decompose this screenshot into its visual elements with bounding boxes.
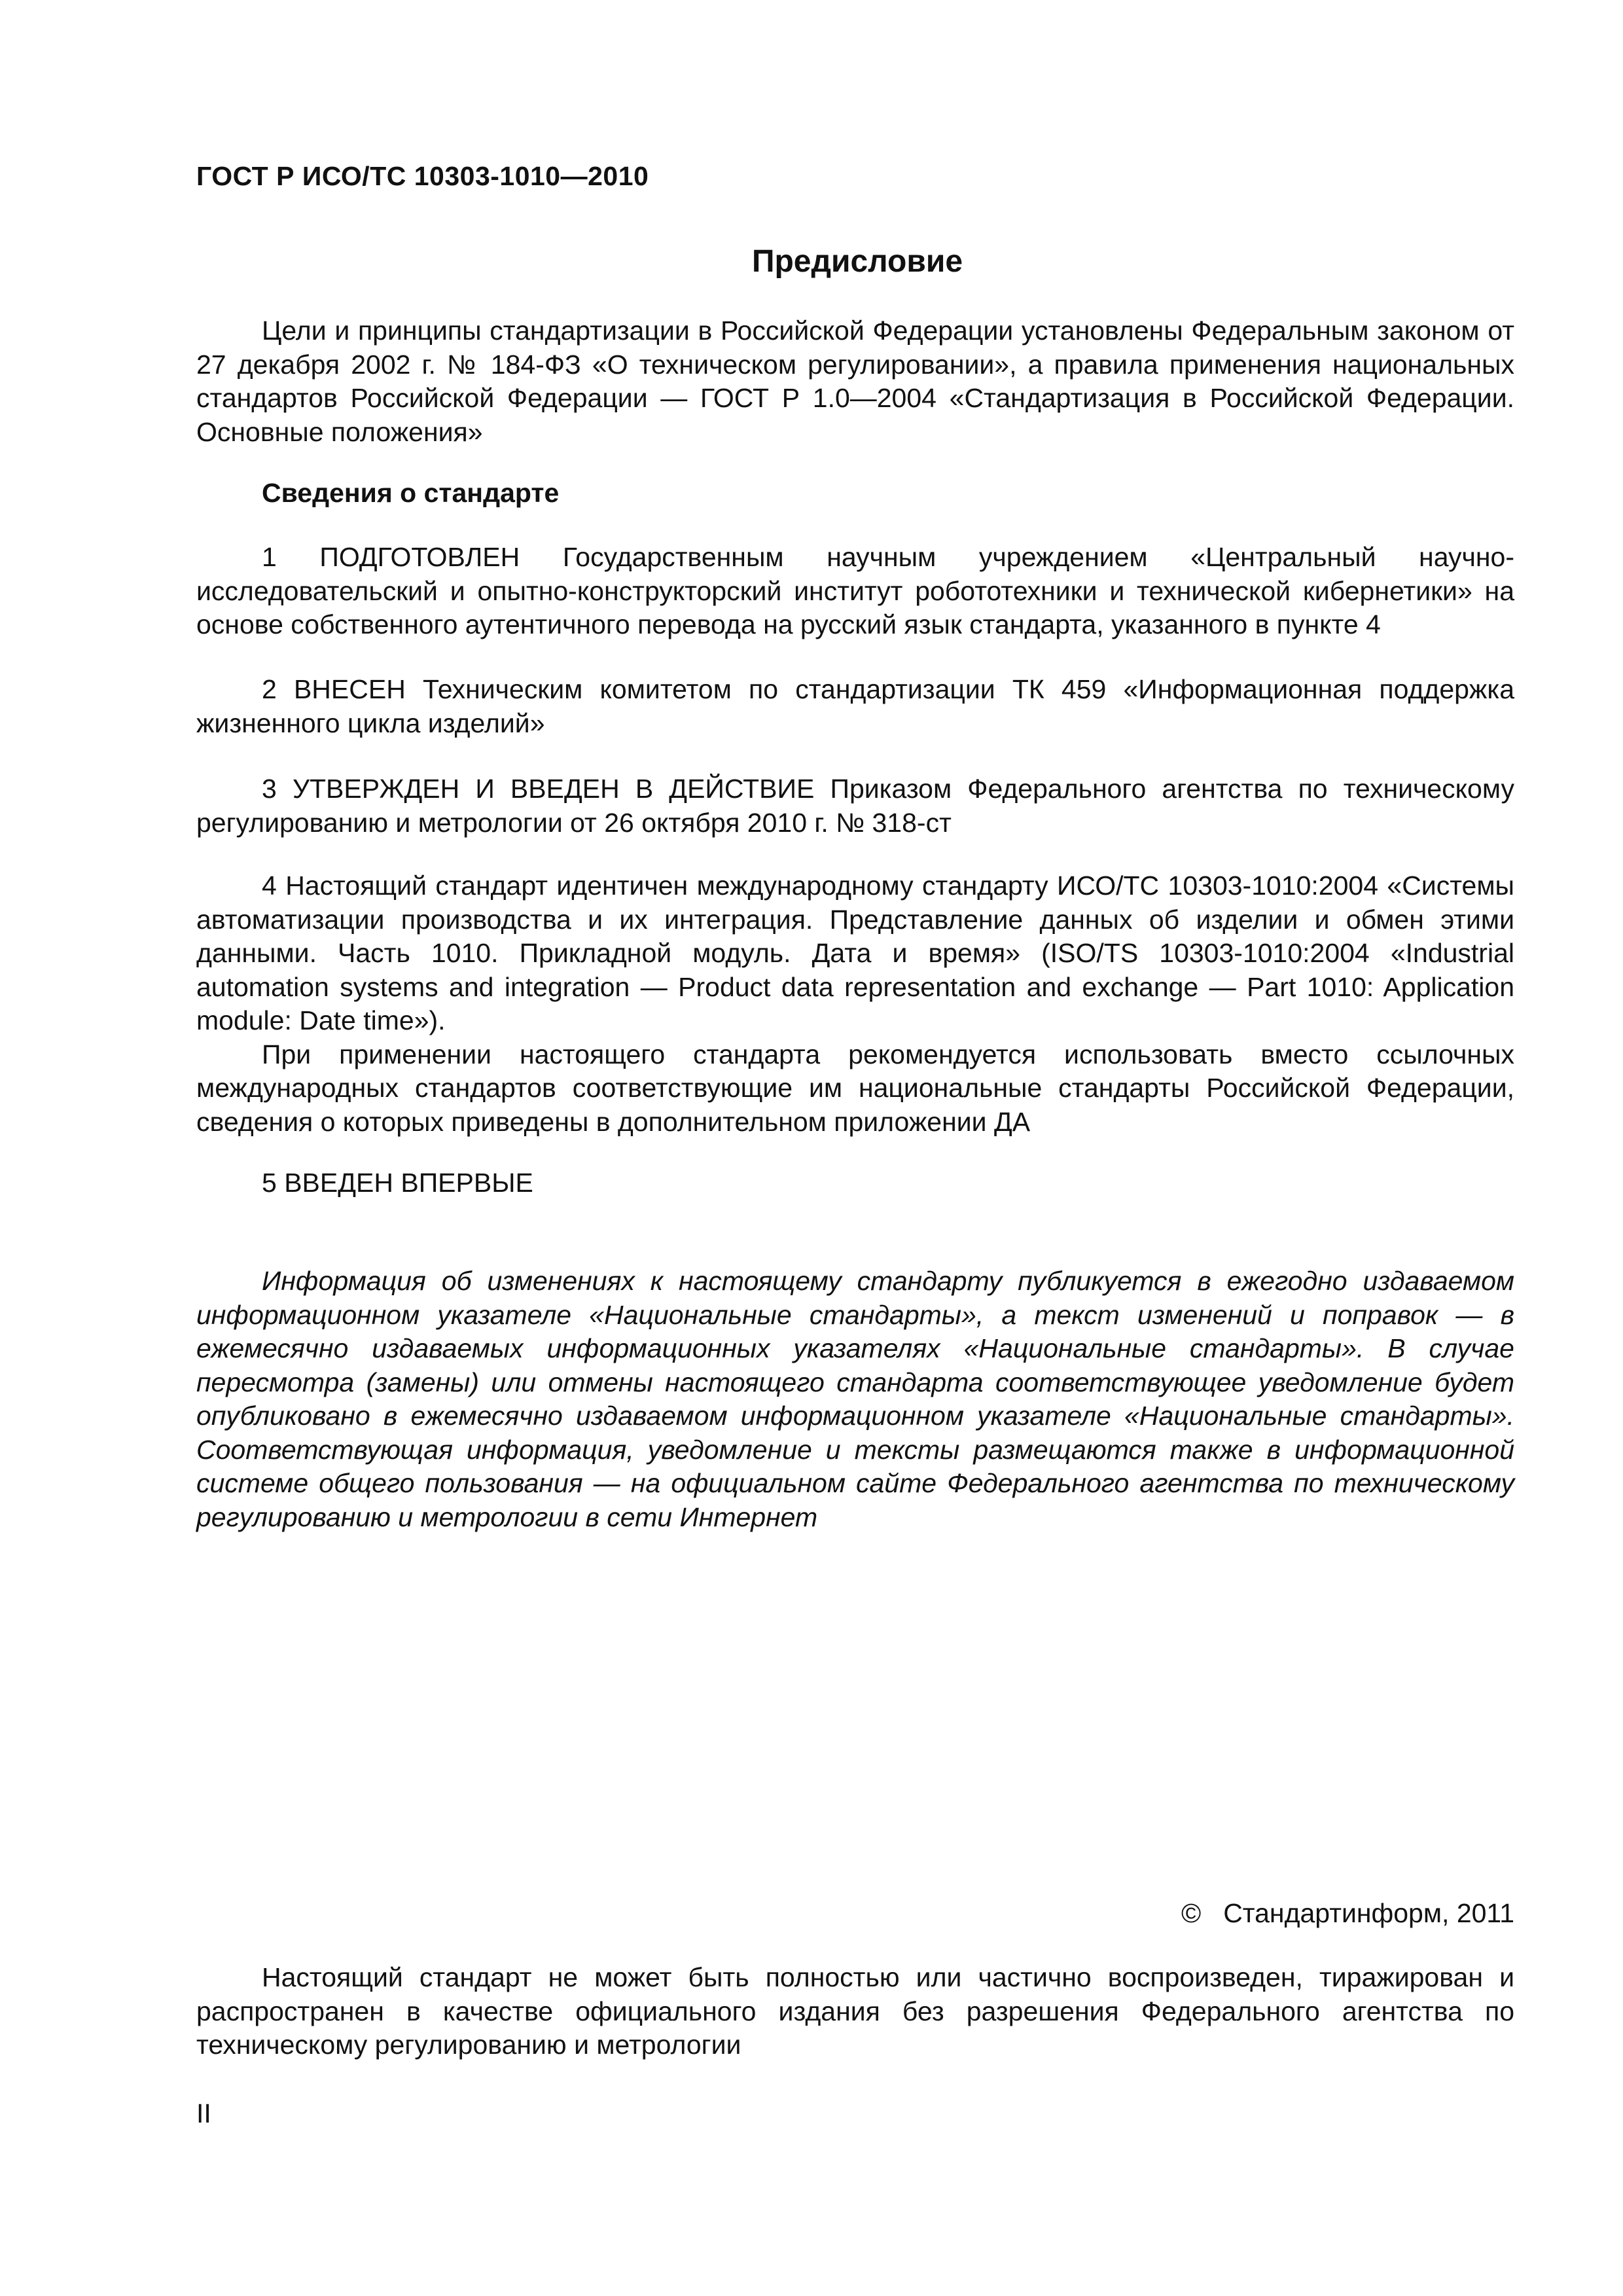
page-number: II	[196, 2098, 211, 2128]
item-3-section	[196, 772, 1514, 840]
restriction-section	[196, 1961, 1514, 2062]
item-5-section	[196, 1166, 1514, 1200]
notice-section	[196, 1265, 1514, 1534]
item-2-section	[196, 673, 1514, 740]
copyright-text: Стандартинформ, 2011	[1223, 1898, 1514, 1928]
copyright-symbol: ©	[1181, 1898, 1202, 1928]
intro-paragraph: Цели и принципы стандартизации в Российской Федерации установлены Федеральным законом от 27 декабря 2002 г. № 184-ФЗ «О техническом регулировании», а правила применения национальных стандартов Российской Федерации — ГОСТ Р 1.0—2004 «Стандартизация в Российской Федерации. Основные положения»	[196, 315, 1514, 447]
intro-section	[196, 314, 1514, 449]
page-title: Предисловие	[751, 244, 963, 279]
restriction-paragraph: Настоящий стандарт не может быть полностью или частично воспроизведен, тиражирован и распространен в качестве официального издания без разрешения Федерального агентства по техническому регулированию и метрологии	[196, 1962, 1514, 2060]
copyright-line	[1181, 1898, 1514, 1929]
standard-code-header: ГОСТ Р ИСО/ТС 10303-1010—2010	[196, 161, 649, 191]
list-item: 2 ВНЕСЕН Техническим комитетом по стандартизации ТК 459 «Информационная поддержка жизненного цикла изделий»	[196, 674, 1514, 738]
list-item: 5 ВВЕДЕН ВПЕРВЫЕ	[262, 1168, 533, 1198]
notice-paragraph: Информация об изменениях к настоящему стандарту публикуется в ежегодно издаваемом информационном указателе «Национальные стандарты», а текст изменений и поправок — в ежемесячно издаваемых информационных указателях «Национальные стандарты». В случае пересмотра (замены) или отмены настоящего стандарта соответствующее уведомление будет опубликовано в ежемесячно издаваемом информационном указателе «Национальные стандарты». Соответствующая информация, уведомление и тексты размещаются также в информационной системе общего пользования — на официальном сайте Федерального агентства по техническому регулированию и метрологии в сети Интернет	[196, 1266, 1514, 1532]
list-item: 1 ПОДГОТОВЛЕН Государственным научным учреждением «Центральный научно-исследовательский и опытно-конструкторский институт робототехники и технической кибернетики» на основе собственного аутентичного перевода на русский язык стандарта, указанного в пункте 4	[196, 542, 1514, 639]
list-item: 4 Настоящий стандарт идентичен международному стандарту ИСО/ТС 10303-1010:2004 «Системы автоматизации производства и их интеграция. Представление данных об изделии и обмен этими данными. Часть 1010. Прикладной модуль. Дата и время» (ISO/TS 10303-1010:2004 «Industrial automation systems and integration — Product data representation and exchange — Part 1010: Application module: Date time»).	[196, 870, 1514, 1035]
item-1-section	[196, 541, 1514, 642]
section-subheading: Сведения о стандарте	[262, 478, 560, 508]
list-item: 3 УТВЕРЖДЕН И ВВЕДЕН В ДЕЙСТВИЕ Приказом Федерального агентства по техническому регулированию и метрологии от 26 октября 2010 г. № 318-ст	[196, 774, 1514, 838]
item-4-section	[196, 869, 1514, 1139]
item-4-note: При применении настоящего стандарта рекомендуется использовать вместо ссылочных международных стандартов соответствующие им национальные стандарты Российской Федерации, сведения о которых приведены в дополнительном приложении ДА	[196, 1039, 1514, 1137]
